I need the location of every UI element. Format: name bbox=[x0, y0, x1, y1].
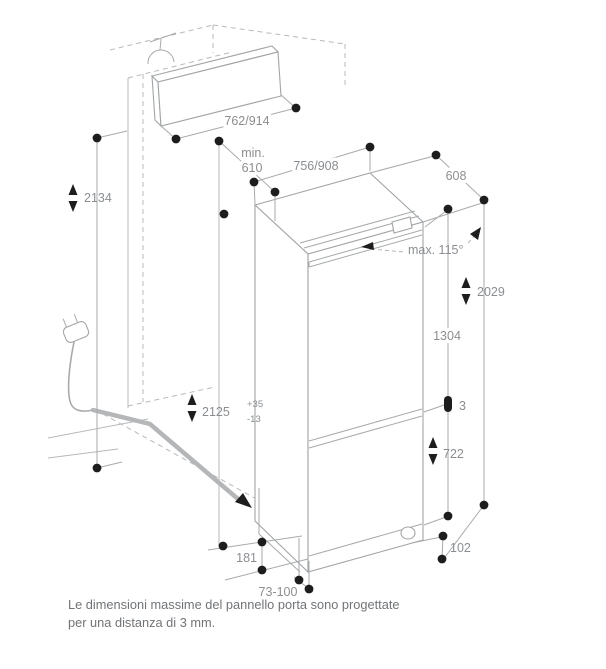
appliance bbox=[255, 173, 423, 578]
label-lower-door-height: 722 bbox=[443, 447, 464, 461]
label-niche-width: 756/908 bbox=[293, 159, 339, 173]
roller-wheel bbox=[401, 527, 415, 539]
caption-line-2: per una distanza di 3 mm. bbox=[68, 615, 216, 630]
cable-arrowhead bbox=[235, 493, 252, 508]
label-plinth-recess: 181 bbox=[236, 551, 257, 565]
label-niche-height-tol-minus: -13 bbox=[247, 414, 261, 425]
appliance-front-face bbox=[308, 222, 423, 572]
plug-icon bbox=[59, 312, 93, 411]
label-toe-kick: 73-100 bbox=[258, 585, 298, 599]
gap-marker bbox=[444, 396, 452, 412]
door-swing-arrow-right bbox=[470, 227, 481, 240]
label-base-height: 102 bbox=[450, 541, 471, 555]
outlet-symbol bbox=[148, 33, 176, 64]
caption-line-1: Le dimensioni massime del pannello porta sono progettate bbox=[68, 597, 400, 612]
label-panel-width: 762/914 bbox=[224, 114, 270, 128]
label-left-height: 2134 bbox=[84, 191, 112, 205]
label-niche-depth-min: min. bbox=[241, 146, 265, 160]
label-appliance-height: 2029 bbox=[477, 285, 505, 299]
label-niche-depth-value: 610 bbox=[241, 161, 263, 175]
label-door-angle: max. 115° bbox=[408, 243, 464, 257]
label-appliance-depth: 608 bbox=[445, 169, 467, 183]
label-niche-height-tol-plus: +35 bbox=[247, 399, 264, 410]
label-niche-height: 2125 bbox=[202, 405, 230, 419]
caption bbox=[68, 597, 400, 630]
appliance-side-face bbox=[255, 205, 308, 572]
label-door-gap: 3 bbox=[459, 399, 466, 413]
label-upper-door-height: 1304 bbox=[433, 329, 461, 343]
